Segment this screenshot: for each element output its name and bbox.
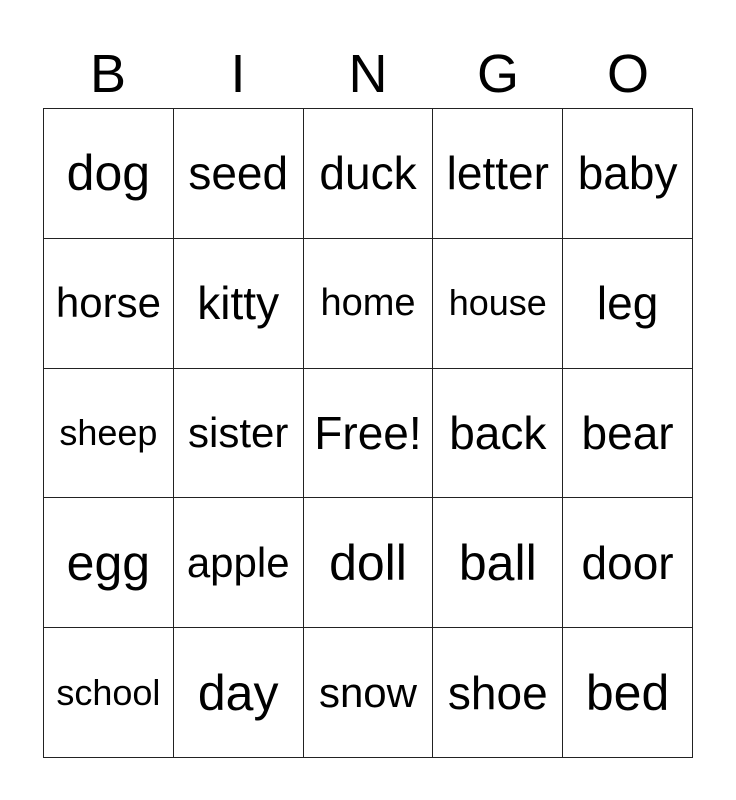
cell-word: shoe xyxy=(447,666,548,719)
bingo-cell[interactable] xyxy=(433,628,563,758)
header-letter-o: O xyxy=(606,44,649,104)
bingo-cell[interactable] xyxy=(174,109,304,239)
header-letter-i: I xyxy=(230,44,246,104)
bingo-cell[interactable] xyxy=(563,369,693,499)
free-space-label: Free! xyxy=(314,406,422,459)
cell-word: apple xyxy=(186,538,290,586)
cell-word: letter xyxy=(446,147,549,200)
cell-word: school xyxy=(56,671,161,713)
bingo-cell[interactable] xyxy=(433,498,563,628)
cell-word: house xyxy=(448,282,547,324)
cell-word: sister xyxy=(188,408,289,456)
header-letter-b: B xyxy=(89,44,127,104)
bingo-cell[interactable] xyxy=(433,369,563,499)
bingo-board xyxy=(43,108,693,758)
cell-word: day xyxy=(197,664,279,721)
bingo-cell[interactable] xyxy=(44,369,174,499)
cell-word: horse xyxy=(55,279,161,327)
bingo-cell[interactable] xyxy=(174,369,304,499)
cell-word: egg xyxy=(66,534,151,591)
cell-word: duck xyxy=(319,147,417,200)
free-space-cell[interactable] xyxy=(304,369,434,499)
cell-word: bear xyxy=(581,406,674,459)
cell-word: door xyxy=(581,536,674,589)
cell-word: back xyxy=(449,406,547,459)
cell-word: kitty xyxy=(197,277,280,330)
header-letter-n: N xyxy=(348,44,388,104)
bingo-cell[interactable] xyxy=(433,109,563,239)
bingo-cell[interactable] xyxy=(44,628,174,758)
bingo-cell[interactable] xyxy=(174,239,304,369)
cell-word: doll xyxy=(329,534,407,591)
bingo-cell[interactable] xyxy=(433,239,563,369)
bingo-cell[interactable] xyxy=(563,628,693,758)
bingo-cell[interactable] xyxy=(174,628,304,758)
bingo-header xyxy=(43,40,693,108)
cell-word: bed xyxy=(585,664,670,721)
bingo-cell[interactable] xyxy=(563,239,693,369)
cell-word: sheep xyxy=(59,411,158,453)
bingo-cell[interactable] xyxy=(304,498,434,628)
cell-word: home xyxy=(320,282,416,325)
bingo-cell[interactable] xyxy=(304,109,434,239)
bingo-cell[interactable] xyxy=(563,498,693,628)
bingo-cell[interactable] xyxy=(174,498,304,628)
bingo-cell[interactable] xyxy=(304,239,434,369)
bingo-cell[interactable] xyxy=(44,109,174,239)
bingo-cell[interactable] xyxy=(44,239,174,369)
cell-word: ball xyxy=(458,534,537,591)
cell-word: seed xyxy=(188,147,289,200)
bingo-cell[interactable] xyxy=(563,109,693,239)
bingo-cell[interactable] xyxy=(44,498,174,628)
header-letter-g: G xyxy=(476,44,519,104)
cell-word: leg xyxy=(596,277,659,330)
cell-word: baby xyxy=(577,147,678,200)
cell-word: snow xyxy=(318,668,418,716)
bingo-cell[interactable] xyxy=(304,628,434,758)
cell-word: dog xyxy=(66,145,151,202)
